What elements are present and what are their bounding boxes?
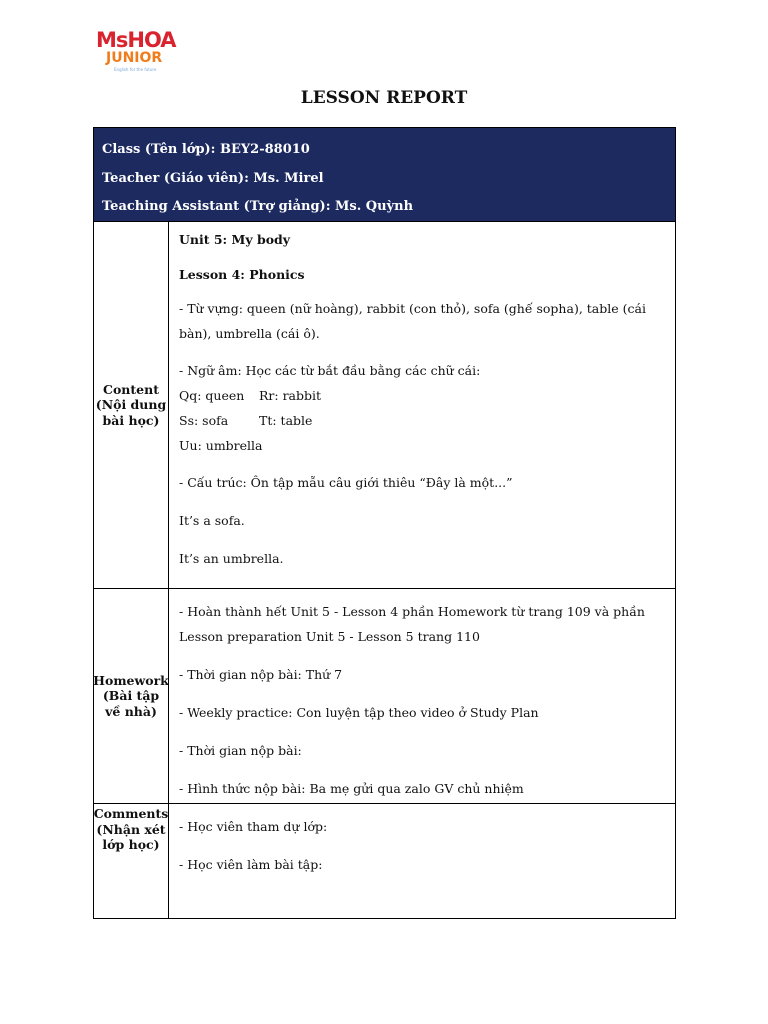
homework-cell xyxy=(169,589,675,803)
homework-item-4: - Thời gian nộp bài: xyxy=(179,743,302,758)
homework-item-5: - Hình thức nộp bài: Ba mẹ gửi qua zalo GV chủ nhiệm xyxy=(179,781,524,796)
comment-attendance: - Học viên tham dự lớp: xyxy=(179,819,328,834)
example-1: It’s a sofa. xyxy=(179,513,245,528)
phonics-tt: Tt: table xyxy=(259,413,313,428)
logo-main-text: MsHOA xyxy=(96,28,176,52)
logo-tagline: English for the future xyxy=(114,67,157,72)
vocabulary-text: - Từ vựng: queen (nữ hoàng), rabbit (con thỏ), sofa (ghế sopha), table (cái bàn), umbrella (cái ô). xyxy=(179,301,646,341)
unit-title: Unit 5: My body xyxy=(179,232,291,247)
content-row xyxy=(94,222,675,589)
logo-sub-text: JUNIOR xyxy=(106,50,163,66)
phonics-line-2 xyxy=(179,408,665,433)
phonics-intro: - Ngữ âm: Học các từ bắt đầu bằng các chữ cái: xyxy=(179,363,481,378)
example-2: It’s an umbrella. xyxy=(179,551,284,566)
phonics-ss: Ss: sofa xyxy=(179,413,229,428)
brand-logo xyxy=(96,28,196,74)
assistant-info: Teaching Assistant (Trợ giảng): Ms. Quỳnh xyxy=(102,199,414,214)
comments-label: Comments (Nhận xét lớp học) xyxy=(94,804,169,918)
content-cell xyxy=(169,222,675,588)
phonics-line-1 xyxy=(179,383,665,408)
page-title: LESSON REPORT xyxy=(300,88,468,108)
content-label: Content (Nội dung bài học) xyxy=(94,222,169,588)
comments-cell xyxy=(169,804,675,918)
class-info: Class (Tên lớp): BEY2-88010 xyxy=(102,142,310,157)
phonics-rr: Rr: rabbit xyxy=(259,388,322,403)
structure-text: - Cấu trúc: Ôn tập mẫu câu giới thiêu “Đây là một...” xyxy=(179,475,513,490)
phonics-qq: Qq: queen xyxy=(179,388,245,403)
lesson-title: Lesson 4: Phonics xyxy=(179,267,305,282)
homework-item-2: - Thời gian nộp bài: Thứ 7 xyxy=(179,667,343,682)
lesson-report-table xyxy=(93,127,676,919)
teacher-info: Teacher (Giáo viên): Ms. Mirel xyxy=(102,170,324,186)
homework-row xyxy=(94,589,675,804)
report-header xyxy=(94,128,675,222)
comment-homework: - Học viên làm bài tập: xyxy=(179,857,323,872)
phonics-uu: Uu: umbrella xyxy=(179,438,263,453)
homework-item-1: - Hoàn thành hết Unit 5 - Lesson 4 phần Homework từ trang 109 và phần Lesson preparation Unit 5 - Lesson 5 trang 110 xyxy=(179,604,645,644)
homework-item-3: - Weekly practice: Con luyện tập theo video ở Study Plan xyxy=(179,705,539,720)
homework-label: Homework (Bài tập về nhà) xyxy=(94,589,169,803)
comments-row xyxy=(94,804,675,918)
